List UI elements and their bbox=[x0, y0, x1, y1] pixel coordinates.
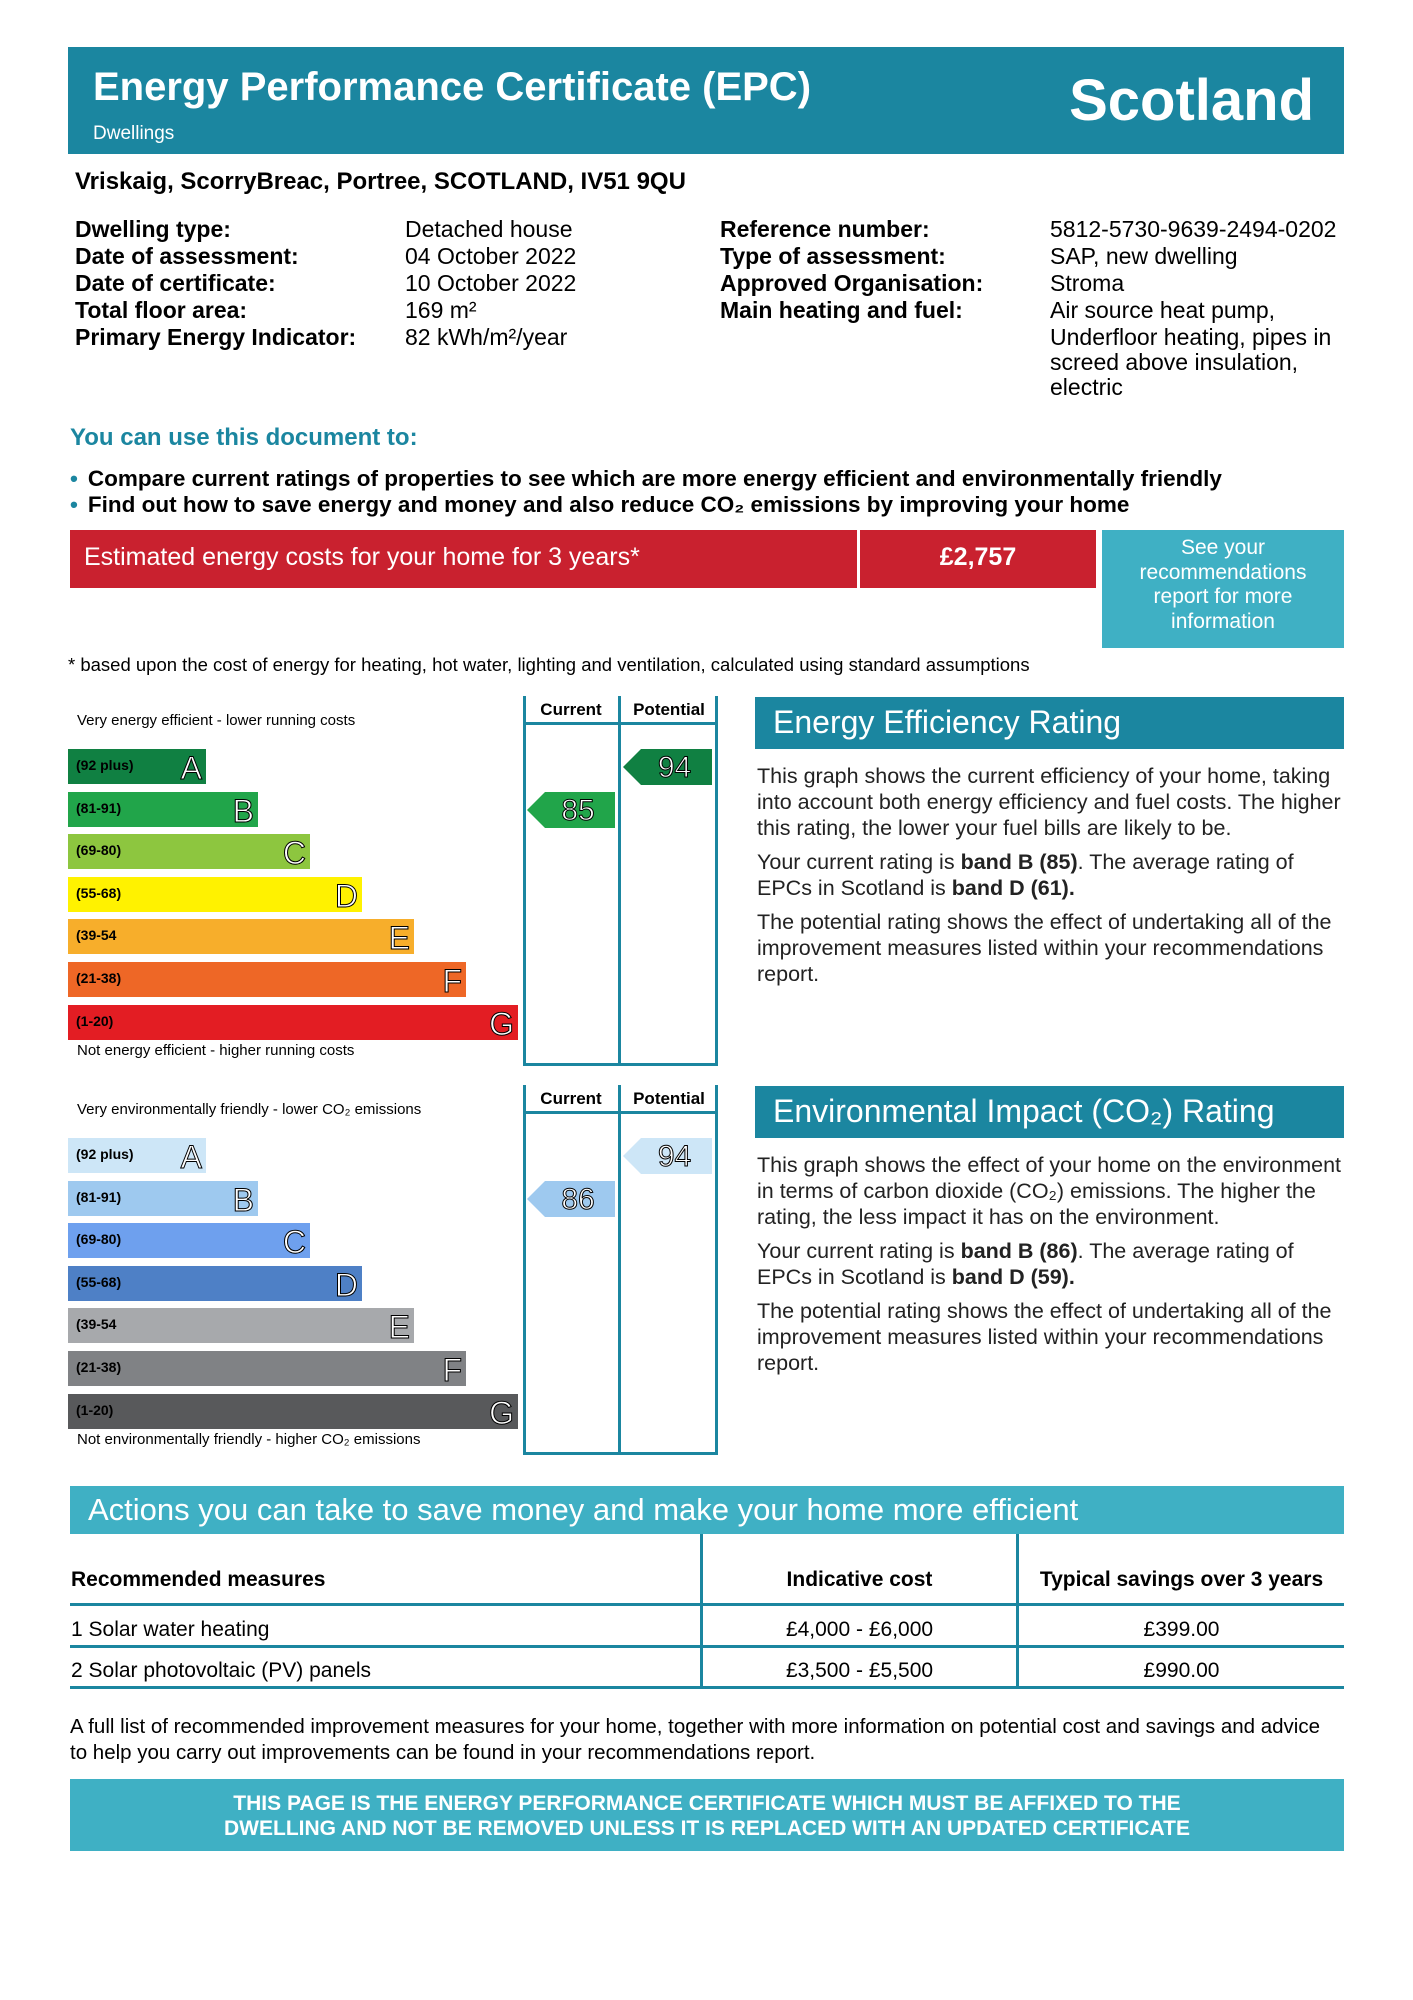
environmental-rating-text bbox=[757, 1152, 1347, 1384]
country-label: Scotland bbox=[1069, 68, 1314, 133]
detail-value: 5812-5730-9639-2494-0202 bbox=[1050, 216, 1337, 242]
details-right bbox=[720, 216, 1337, 400]
band-letter: E bbox=[388, 920, 410, 957]
detail-label: Date of certificate: bbox=[75, 270, 276, 296]
detail-label: Type of assessment: bbox=[720, 243, 946, 269]
column-header-current: Current bbox=[540, 700, 602, 719]
measure-cell: 2 Solar photovoltaic (PV) panels bbox=[71, 1659, 371, 1682]
bullet-text: Compare current ratings of properties to see which are more energy efficient and environmentally friendly bbox=[87, 466, 1222, 491]
detail-label: Approved Organisation: bbox=[720, 270, 984, 296]
detail-label: Main heating and fuel: bbox=[720, 297, 963, 323]
column-header-current: Current bbox=[540, 1089, 602, 1108]
rating-band-b bbox=[68, 1181, 258, 1216]
detail-value: SAP, new dwelling bbox=[1050, 243, 1238, 269]
detail-label: Date of assessment: bbox=[75, 243, 299, 269]
band-range: (92 plus) bbox=[76, 1146, 134, 1162]
column-header-measures: Recommended measures bbox=[71, 1568, 326, 1591]
band-range: (55-68) bbox=[76, 884, 122, 901]
header-banner bbox=[68, 47, 1344, 154]
rating-band-d bbox=[68, 1266, 362, 1301]
heating-line: electric bbox=[1050, 374, 1123, 400]
rating-value: 94 bbox=[657, 751, 692, 784]
band-letter: A bbox=[180, 1139, 202, 1175]
band-letter: C bbox=[282, 1224, 306, 1261]
column-header-potential: Potential bbox=[633, 700, 705, 719]
see-recommendations-box bbox=[1102, 530, 1344, 648]
chart-bottom-label: Not environmentally friendly - higher CO₂ emissions bbox=[77, 1431, 421, 1448]
current-rating-arrow bbox=[527, 792, 615, 828]
band-range: (21-38) bbox=[76, 1359, 122, 1375]
page-subtitle: Dwellings bbox=[93, 123, 175, 144]
band-letter: A bbox=[180, 750, 202, 786]
bullet-text: Find out how to save energy and money and also reduce CO₂ emissions by improving your home bbox=[87, 492, 1130, 517]
potential-rating-arrow bbox=[623, 1138, 712, 1174]
rating-value: 94 bbox=[657, 1140, 692, 1173]
detail-value: Stroma bbox=[1050, 270, 1125, 296]
rating-band-a bbox=[68, 1138, 206, 1173]
detail-label: Dwelling type: bbox=[75, 216, 231, 242]
affix-notice-banner bbox=[70, 1779, 1344, 1851]
cost-footnote: * based upon the cost of energy for heating, hot water, lighting and ventilation, calculated using standard assumptions bbox=[68, 654, 1030, 675]
chart-bottom-label: Not energy efficient - higher running costs bbox=[77, 1042, 355, 1059]
heating-line: screed above insulation, bbox=[1050, 349, 1299, 375]
see-rec-line: See your bbox=[1180, 536, 1266, 559]
chart-top-label: Very energy efficient - lower running costs bbox=[77, 712, 356, 729]
cost-cell: £4,000 - £6,000 bbox=[785, 1618, 934, 1641]
rating-band-e bbox=[68, 919, 414, 957]
cost-cell: £3,500 - £5,500 bbox=[785, 1659, 934, 1682]
energy-rating-heading: Energy Efficiency Rating bbox=[755, 697, 1344, 749]
energy-efficiency-chart bbox=[68, 696, 718, 1066]
energy-cost-bar bbox=[70, 530, 1096, 588]
band-range: (55-68) bbox=[76, 1273, 122, 1290]
rating-value: 85 bbox=[561, 793, 595, 827]
page-title: Energy Performance Certificate (EPC) bbox=[93, 65, 812, 109]
band-letter: F bbox=[442, 1352, 462, 1388]
banner-line: THIS PAGE IS THE ENERGY PERFORMANCE CERTIFICATE WHICH MUST BE AFFIXED TO THE bbox=[233, 1792, 1181, 1815]
band-range: (21-38) bbox=[76, 970, 122, 986]
energy-rating-para: This graph shows the current efficiency of your home, taking into account both energy efficiency and fuel costs. The higher this rating, the lower your fuel bills are likely to be. bbox=[757, 764, 1341, 840]
detail-label: Total floor area: bbox=[75, 297, 248, 323]
band-letter: F bbox=[442, 963, 462, 999]
band-range: (1-20) bbox=[76, 1012, 114, 1029]
env-rating-para: Your current rating is band B (86). The average rating of EPCs in Scotland is band D (59). bbox=[757, 1239, 1294, 1289]
rating-band-g bbox=[68, 1394, 518, 1429]
rating-band-g bbox=[68, 1005, 518, 1040]
see-rec-line: information bbox=[1171, 609, 1275, 633]
energy-rating-para: The potential rating shows the effect of undertaking all of the improvement measures listed within your recommendations report. bbox=[757, 910, 1332, 986]
rating-band-f bbox=[68, 962, 466, 997]
detail-value: 10 October 2022 bbox=[405, 270, 577, 296]
see-rec-line: report for more bbox=[1153, 585, 1293, 608]
band-range: (81-91) bbox=[76, 799, 122, 816]
rating-value: 86 bbox=[561, 1182, 595, 1216]
band-letter: E bbox=[388, 1309, 410, 1346]
band-range: (81-91) bbox=[76, 1188, 122, 1205]
full-list-note: A full list of recommended improvement measures for your home, together with more information on potential cost and savings and advice to help you carry out improvements can be found in your recommendations report. bbox=[70, 1715, 1320, 1764]
heating-line: Underfloor heating, pipes in bbox=[1050, 324, 1332, 350]
band-letter: D bbox=[334, 1266, 358, 1303]
rating-band-a bbox=[68, 749, 206, 784]
band-letter: D bbox=[334, 877, 358, 914]
detail-label: Primary Energy Indicator: bbox=[75, 324, 357, 350]
rating-band-b bbox=[68, 792, 258, 827]
band-range: (69-80) bbox=[76, 1231, 122, 1248]
energy-rating-text bbox=[757, 763, 1347, 995]
env-rating-para: The potential rating shows the effect of undertaking all of the improvement measures listed within your recommendations report. bbox=[757, 1299, 1332, 1375]
band-range: (92 plus) bbox=[76, 757, 134, 773]
actions-heading: Actions you can take to save money and make your home more efficient bbox=[70, 1486, 1344, 1534]
banner-line: DWELLING AND NOT BE REMOVED UNLESS IT IS REPLACED WITH AN UPDATED CERTIFICATE bbox=[224, 1817, 1190, 1840]
detail-value: 82 kWh/m²/year bbox=[405, 324, 568, 350]
band-letter: G bbox=[489, 1005, 514, 1042]
rating-band-d bbox=[68, 877, 362, 912]
potential-rating-arrow bbox=[623, 749, 712, 785]
band-letter: B bbox=[232, 792, 254, 829]
rating-band-f bbox=[68, 1351, 466, 1386]
rating-band-c bbox=[68, 834, 310, 872]
detail-label: Reference number: bbox=[720, 216, 930, 242]
band-letter: C bbox=[282, 835, 306, 872]
environmental-impact-chart bbox=[68, 1085, 718, 1455]
detail-value: 169 m² bbox=[405, 297, 477, 323]
env-rating-para: This graph shows the effect of your home on the environment in terms of carbon dioxide (CO₂) emissions. The higher the rating, the less impact it has on the environment. bbox=[757, 1153, 1342, 1229]
cost-label: Estimated energy costs for your home for 3 years* bbox=[84, 543, 640, 571]
band-letter: B bbox=[232, 1181, 254, 1218]
column-header-savings: Typical savings over 3 years bbox=[1039, 1568, 1324, 1591]
see-rec-line: recommendations bbox=[1139, 560, 1307, 584]
chart-top-label: Very environmentally friendly - lower CO₂ emissions bbox=[77, 1101, 422, 1118]
measure-cell: 1 Solar water heating bbox=[71, 1618, 270, 1641]
environmental-rating-heading: Environmental Impact (CO₂) Rating bbox=[755, 1086, 1344, 1138]
rating-band-e bbox=[68, 1308, 414, 1346]
column-header-cost: Indicative cost bbox=[786, 1568, 933, 1591]
details-left bbox=[75, 216, 577, 351]
column-header-potential: Potential bbox=[633, 1089, 705, 1108]
property-address: Vriskaig, ScorryBreac, Portree, SCOTLAND, IV51 9QU bbox=[75, 168, 686, 195]
detail-value: Detached house bbox=[405, 216, 573, 242]
savings-cell: £990.00 bbox=[1143, 1659, 1220, 1682]
band-range: (69-80) bbox=[76, 842, 122, 859]
band-range: (39-54 bbox=[76, 1316, 117, 1333]
savings-cell: £399.00 bbox=[1143, 1618, 1220, 1641]
band-letter: G bbox=[489, 1394, 514, 1431]
energy-rating-para: Your current rating is band B (85). The average rating of EPCs in Scotland is band D (61). bbox=[757, 850, 1294, 900]
band-range: (1-20) bbox=[76, 1401, 114, 1418]
current-rating-arrow bbox=[527, 1181, 615, 1217]
bullet-item: • Compare current ratings of properties to see which are more energy efficient and environmentally friendly bbox=[70, 466, 1222, 491]
detail-value: Air source heat pump, bbox=[1050, 297, 1276, 323]
detail-value: 04 October 2022 bbox=[405, 243, 577, 269]
band-range: (39-54 bbox=[76, 927, 117, 944]
bullet-item: • Find out how to save energy and money and also reduce CO₂ emissions by improving your home bbox=[70, 492, 1130, 517]
use-document-heading: You can use this document to: bbox=[70, 424, 418, 451]
rating-band-c bbox=[68, 1223, 310, 1261]
cost-value: £2,757 bbox=[939, 543, 1017, 571]
